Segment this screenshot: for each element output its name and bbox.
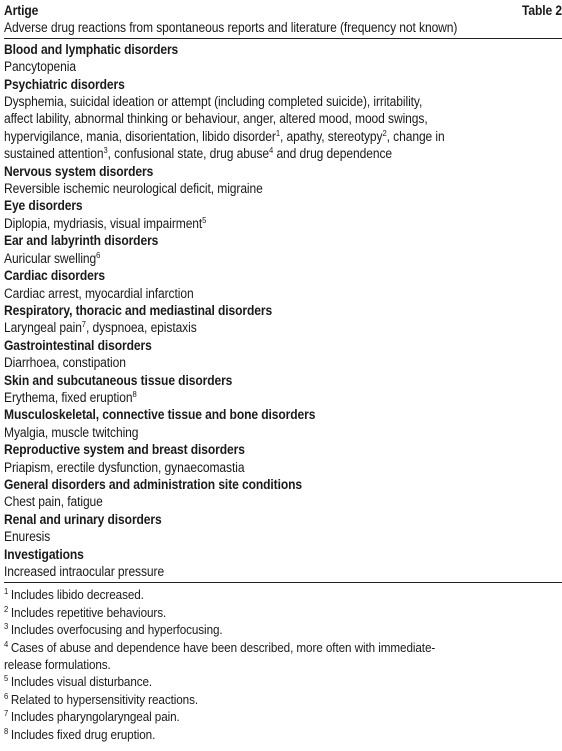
footnote-ref-8: 8 xyxy=(132,388,137,399)
footnote-number: 1 xyxy=(4,586,9,597)
footnote-ref-5: 5 xyxy=(202,214,207,225)
footnote-text: Includes repetitive behaviours. xyxy=(10,604,167,620)
top-rule xyxy=(4,38,562,39)
footnote-ref-3: 3 xyxy=(103,145,108,156)
reactions-ear xyxy=(4,250,562,267)
soc-general: General disorders and administration site conditions xyxy=(4,476,303,492)
ear-text: Auricular swelling xyxy=(4,250,97,266)
soc-cardiac: Cardiac disorders xyxy=(4,268,105,284)
soc-respiratory: Respiratory, thoracic and mediastinal disorders xyxy=(4,302,273,318)
soc-gastrointestinal: Gastrointestinal disorders xyxy=(4,337,152,353)
soc-eye: Eye disorders xyxy=(4,198,83,214)
eye-text: Diplopia, mydriasis, visual impairment xyxy=(4,215,203,231)
reactions-psychiatric-line-2: affect lability, abnormal thinking or behaviour, anger, altered mood, mood swings, xyxy=(4,111,428,127)
footnote-number: 6 xyxy=(4,690,9,701)
table-header-row xyxy=(4,2,562,19)
soc-musculoskeletal: Musculoskeletal, connective tissue and bone disorders xyxy=(4,407,316,423)
psych-text-f: and drug dependence xyxy=(273,146,393,162)
reactions-musculoskeletal: Myalgia, muscle twitching xyxy=(4,424,139,440)
reactions-general: Chest pain, fatigue xyxy=(4,494,103,510)
footnote-text: Includes fixed drug eruption. xyxy=(10,726,156,742)
footnote-2 xyxy=(4,604,562,621)
soc-ear: Ear and labyrinth disorders xyxy=(4,233,159,249)
footnote-ref-1: 1 xyxy=(275,127,280,138)
soc-skin: Skin and subcutaneous tissue disorders xyxy=(4,372,233,388)
psych-text-b: , apathy, stereotypy xyxy=(279,128,383,144)
footnote-4 xyxy=(4,639,562,674)
psych-text-c: , change in xyxy=(386,128,445,144)
footnote-text: Includes visual disturbance. xyxy=(10,674,153,690)
reactions-psychiatric-line-3 xyxy=(4,128,562,145)
adverse-reactions-table xyxy=(4,2,562,743)
reactions-renal: Enuresis xyxy=(4,529,51,545)
reactions-skin xyxy=(4,389,562,406)
footnote-number: 2 xyxy=(4,603,9,614)
resp-text-a: Laryngeal pain xyxy=(4,320,82,336)
footnote-6 xyxy=(4,691,562,708)
footnote-text: Related to hypersensitivity reactions. xyxy=(10,691,199,707)
product-name: Artige xyxy=(4,3,39,18)
soc-psychiatric: Psychiatric disorders xyxy=(4,76,125,92)
footnote-ref-6: 6 xyxy=(96,249,101,260)
soc-investigations: Investigations xyxy=(4,546,84,562)
footnote-text: Includes pharyngolaryngeal pain. xyxy=(10,709,180,725)
footnote-5 xyxy=(4,673,562,690)
footnote-ref-2: 2 xyxy=(382,127,387,138)
footnote-text: Includes libido decreased. xyxy=(10,587,144,603)
footnote-ref-7: 7 xyxy=(81,319,86,330)
footnote-8 xyxy=(4,726,562,743)
footnote-7 xyxy=(4,708,562,725)
soc-blood: Blood and lymphatic disorders xyxy=(4,41,179,57)
footnotes xyxy=(4,586,562,743)
reactions-nervous: Reversible ischemic neurological deficit, migraine xyxy=(4,181,263,197)
reactions-blood: Pancytopenia xyxy=(4,59,76,75)
footnote-text: Includes overfocusing and hyperfocusing. xyxy=(10,622,223,638)
soc-nervous: Nervous system disorders xyxy=(4,163,154,179)
footnote-number: 8 xyxy=(4,725,9,736)
footnote-number: 3 xyxy=(4,621,9,632)
reactions-reproductive: Priapism, erectile dysfunction, gynaecomastia xyxy=(4,459,245,475)
bottom-rule xyxy=(4,582,562,583)
footnote-number: 7 xyxy=(4,708,9,719)
footnote-1 xyxy=(4,586,562,603)
reactions-psychiatric-line-1: Dysphemia, suicidal ideation or attempt (including completed suicide), irritability, xyxy=(4,94,423,110)
reactions-gastrointestinal: Diarrhoea, constipation xyxy=(4,355,126,371)
resp-text-b: , dyspnoea, epistaxis xyxy=(85,320,197,336)
soc-renal: Renal and urinary disorders xyxy=(4,511,162,527)
reactions-eye xyxy=(4,215,562,232)
footnote-ref-4: 4 xyxy=(269,145,274,156)
skin-text: Erythema, fixed eruption xyxy=(4,389,133,405)
psych-text-d: sustained attention xyxy=(4,146,104,162)
reactions-respiratory xyxy=(4,319,562,336)
psych-text-a: hypervigilance, mania, disorientation, libido disorder xyxy=(4,128,276,144)
soc-reproductive: Reproductive system and breast disorders xyxy=(4,442,245,458)
footnote-3 xyxy=(4,621,562,638)
footnote-text-cont: release formulations. xyxy=(4,657,111,673)
footnote-text: Cases of abuse and dependence have been described, more often with immediate- xyxy=(10,639,436,655)
table-label: Table 2 xyxy=(521,3,562,18)
footnote-number: 4 xyxy=(4,638,9,649)
reactions-cardiac: Cardiac arrest, myocardial infarction xyxy=(4,285,194,301)
reactions-psychiatric xyxy=(4,93,562,163)
psych-text-e: , confusional state, drug abuse xyxy=(107,146,270,162)
table-caption: Adverse drug reactions from spontaneous reports and literature (frequency not known) xyxy=(4,20,458,36)
reactions-psychiatric-line-4 xyxy=(4,145,562,162)
reactions-investigations: Increased intraocular pressure xyxy=(4,564,165,579)
footnote-number: 5 xyxy=(4,673,9,684)
